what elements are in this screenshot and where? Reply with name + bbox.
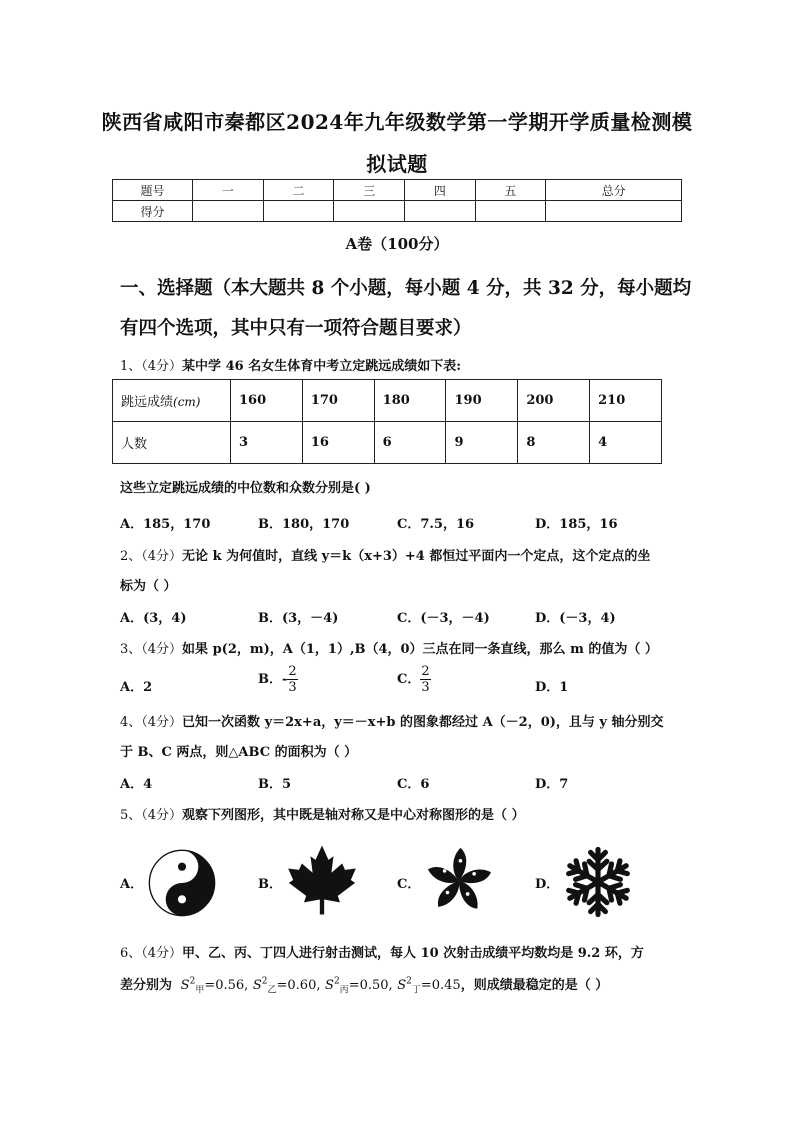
q5-option-d-label[interactable]: D． (535, 877, 560, 892)
question-2-stem (120, 545, 650, 564)
score-input-cell[interactable] (334, 201, 405, 222)
table-cell: 8 (518, 422, 590, 464)
question-6-stem (120, 942, 644, 961)
question-number: 6、（4分） (120, 946, 183, 961)
fraction: $\frac{2}{3}$ (421, 664, 430, 695)
question-number: 1、（4分） (120, 359, 183, 374)
q4-option-c[interactable]: C．6 (397, 777, 430, 792)
score-table-cell: 三 (334, 180, 405, 201)
score-table (112, 179, 682, 222)
long-jump-count-row (113, 422, 662, 464)
q1-option-a[interactable]: A．185，170 (120, 517, 211, 532)
table-cell: 16 (302, 422, 374, 464)
q2-option-d[interactable]: D．(－3，4) (535, 611, 616, 626)
variance-yi: $S^2_乙$ (252, 976, 277, 996)
snowflake-icon (561, 845, 635, 919)
section-heading-line1: 一、选择题（本大题共 8 个小题，每小题 4 分，共 32 分，每小题均 (120, 278, 692, 299)
question-6-stem-cont: 差分别为 $S^2_甲=0.56$, $S^2_乙=0.60$, $S^2_丙=0.50$, $S^2_丁=0.45$，则成绩最稳定的是（ ） (120, 976, 609, 996)
q4-option-b[interactable]: B．5 (258, 777, 292, 792)
q2-option-a[interactable]: A．(3，4) (120, 611, 187, 626)
bauhinia-icon (423, 845, 495, 917)
q4-option-d[interactable]: D．7 (535, 777, 569, 792)
page-title-line2: 拟试题 (366, 152, 428, 176)
q3-option-a[interactable]: A．2 (120, 680, 153, 695)
page-title-line1: 陕西省咸阳市秦都区2024年九年级数学第一学期开学质量检测模 (101, 110, 693, 134)
question-number: 5、（4分） (120, 808, 183, 823)
question-2-stem-cont: 标为（ ） (120, 579, 177, 594)
question-text: 已知一次函数 y＝2x+a，y＝－x+b 的图象都经过 A（－2，0)，且与 y 轴分别交 (182, 715, 664, 730)
question-number: 2、（4分） (120, 549, 183, 564)
q3-option-c[interactable]: C． $\frac{2}{3}$ (397, 664, 430, 695)
question-5-stem (120, 804, 525, 823)
score-table-cell: 得分 (113, 201, 193, 222)
score-table-cell: 四 (404, 180, 475, 201)
variance-ding: $S^2_丁$ (397, 976, 421, 996)
variance-bing: $S^2_丙$ (325, 976, 349, 996)
q1-option-b[interactable]: B．180，170 (258, 517, 350, 532)
table-cell: 4 (590, 422, 662, 464)
question-3-stem (120, 638, 658, 657)
question-text: 观察下列图形，其中既是轴对称又是中心对称图形的是（ ） (182, 808, 525, 823)
table-row-label: 跳远成绩(cm) (113, 380, 231, 422)
question-1-stem (120, 355, 461, 374)
question-text: 某中学 46 名女生体育中考立定跳远成绩如下表: (182, 359, 461, 374)
score-input-cell[interactable] (263, 201, 334, 222)
score-input-cell[interactable] (404, 201, 475, 222)
table-cell: 3 (231, 422, 303, 464)
q2-option-b[interactable]: B．(3，－4) (258, 611, 339, 626)
q5-option-c-label[interactable]: C． (397, 877, 421, 892)
q3-option-d[interactable]: D．1 (535, 680, 569, 695)
table-cell: 160 (231, 380, 303, 422)
question-text: 如果 p(2，m)，A（1，1）,B（4，0）三点在同一条直线，那么 m 的值为（ ） (182, 642, 658, 657)
score-table-cell: 题号 (113, 180, 193, 201)
question-number: 4、（4分） (120, 715, 183, 730)
table-cell: 200 (518, 380, 590, 422)
question-4-stem-cont: 于 B、C 两点，则△ABC 的面积为（ ） (120, 745, 358, 760)
question-number: 3、（4分） (120, 642, 183, 657)
question-4-stem (120, 711, 664, 730)
table-row-label: 人数 (113, 422, 231, 464)
section-heading-line2: 有四个选项，其中只有一项符合题目要求） (120, 318, 472, 339)
question-text: 无论 k 为何值时，直线 y＝k（x+3）+4 都恒过平面内一个定点，这个定点的坐 (182, 549, 651, 564)
score-table-header-row (113, 180, 682, 201)
variance-jia: $S^2_甲$ (176, 976, 205, 996)
yin-yang-icon (148, 849, 216, 917)
score-input-cell[interactable] (193, 201, 264, 222)
q5-option-b-label[interactable]: B． (258, 877, 282, 892)
table-cell: 170 (302, 380, 374, 422)
score-table-cell: 一 (193, 180, 264, 201)
volume-label: A卷（100分） (345, 235, 449, 253)
long-jump-table (112, 379, 662, 464)
score-table-score-row (113, 201, 682, 222)
table-cell: 6 (374, 422, 446, 464)
table-cell: 190 (446, 380, 518, 422)
q4-option-a[interactable]: A．4 (120, 777, 153, 792)
score-table-cell: 总分 (546, 180, 682, 201)
score-input-cell[interactable] (475, 201, 546, 222)
table-cell: 9 (446, 422, 518, 464)
score-table-cell: 五 (475, 180, 546, 201)
q5-option-a-label[interactable]: A． (120, 877, 144, 892)
maple-leaf-icon (286, 844, 358, 916)
table-cell: 180 (374, 380, 446, 422)
q3-option-b[interactable]: B．- $\frac{2}{3}$ (258, 664, 297, 695)
q1-option-d[interactable]: D．185，16 (535, 517, 618, 532)
q2-option-c[interactable]: C．(－3，－4) (397, 611, 490, 626)
long-jump-scores-row (113, 380, 662, 422)
q1-option-c[interactable]: C．7.5，16 (397, 517, 475, 532)
table-cell: 210 (590, 380, 662, 422)
score-table-cell: 二 (263, 180, 334, 201)
fraction: $\frac{2}{3}$ (288, 664, 297, 695)
question-1-ask: 这些立定跳远成绩的中位数和众数分别是( ) (120, 481, 371, 496)
question-text: 甲、乙、丙、丁四人进行射击测试，每人 10 次射击成绩平均数均是 9.2 环，方 (182, 946, 644, 961)
score-input-cell[interactable] (546, 201, 682, 222)
